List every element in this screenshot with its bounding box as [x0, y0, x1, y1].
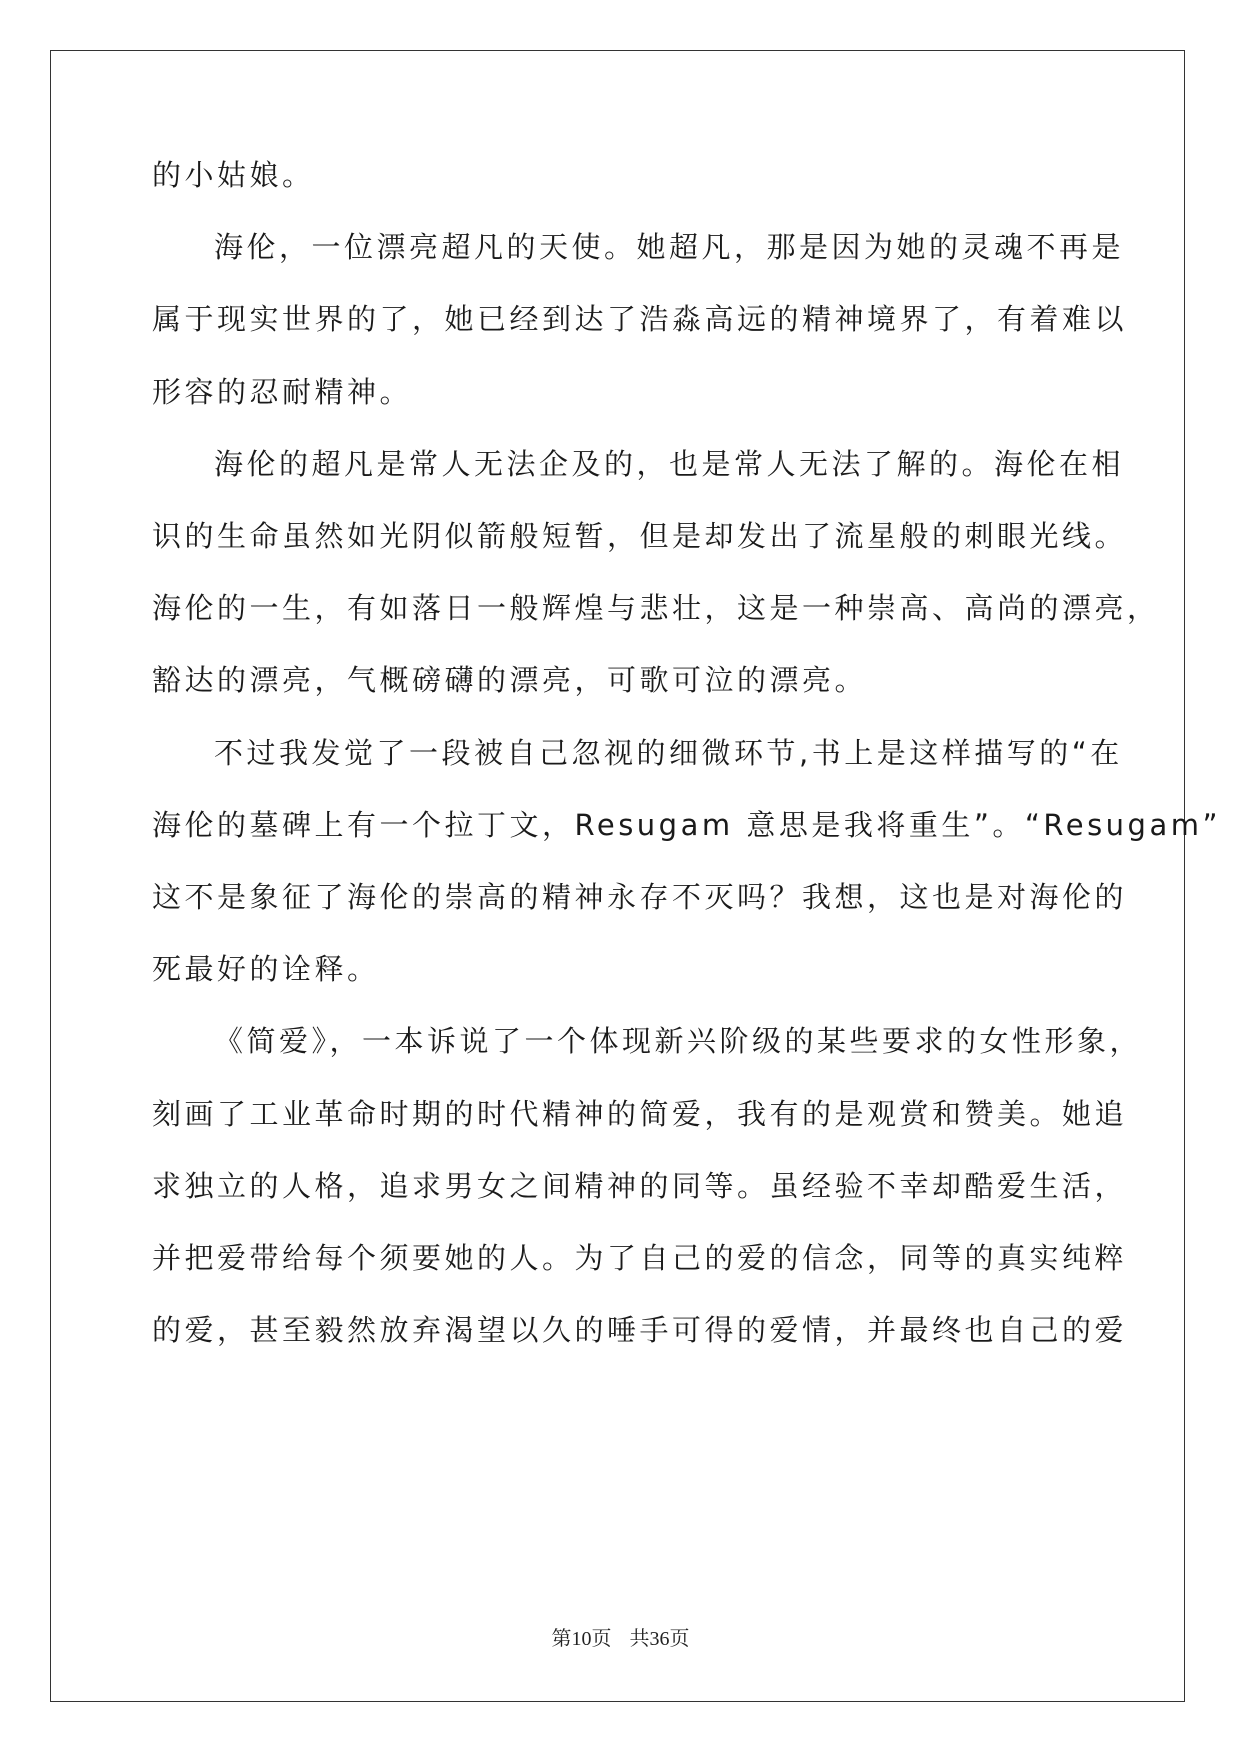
text-line: 求独立的人格，追求男女之间精神的同等。虽经验不幸却酷爱生活，	[152, 1168, 1128, 1203]
text-line: 海伦的超凡是常人无法企及的，也是常人无法了解的。海伦在相	[214, 446, 1125, 481]
text-line: 的小姑娘。	[152, 158, 315, 192]
text-line: 不过我发觉了一段被自己忽视的细微环节,书上是这样描写的“在	[214, 735, 1123, 770]
text-line: 的爱，甚至毅然放弃渴望以久的唾手可得的爱情，并最终也自己的爱	[152, 1313, 1128, 1348]
text-line: 识的生命虽然如光阴似箭般短暂，但是却发出了流星般的刺眼光线。	[152, 519, 1128, 553]
text-line: 刻画了工业革命时期的时代精神的简爱，我有的是观赏和赞美。她追	[152, 1096, 1128, 1131]
text-line: 死最好的诠释。	[152, 952, 380, 987]
page-total: 共36页	[629, 1628, 690, 1650]
text-line: 豁达的漂亮，气概磅礴的漂亮，可歌可泣的漂亮。	[152, 663, 868, 698]
text-line: 海伦，一位漂亮超凡的天使。她超凡，那是因为她的灵魂不再是	[214, 230, 1125, 265]
text-line: 这不是象征了海伦的崇高的精神永存不灭吗？我想，这也是对海伦的	[152, 880, 1128, 914]
page-number: 第10页	[551, 1628, 612, 1650]
text-line: 形容的忍耐精神。	[152, 374, 413, 409]
text-line: 并把爱带给每个须要她的人。为了自己的爱的信念，同等的真实纯粹	[152, 1241, 1128, 1275]
text-line: 属于现实世界的了，她已经到达了浩淼高远的精神境界了，有着难以	[152, 302, 1128, 337]
page-footer	[0, 1622, 1241, 1651]
text-line: 《简爱》，一本诉说了一个体现新兴阶级的某些要求的女性形象，	[214, 1024, 1143, 1059]
text-line: 海伦的一生，有如落日一般辉煌与悲壮，这是一种崇高、高尚的漂亮，	[152, 591, 1160, 626]
text-line: 海伦的墓碑上有一个拉丁文，Resugam 意思是我将重生”。“Resugam”	[152, 807, 1222, 842]
